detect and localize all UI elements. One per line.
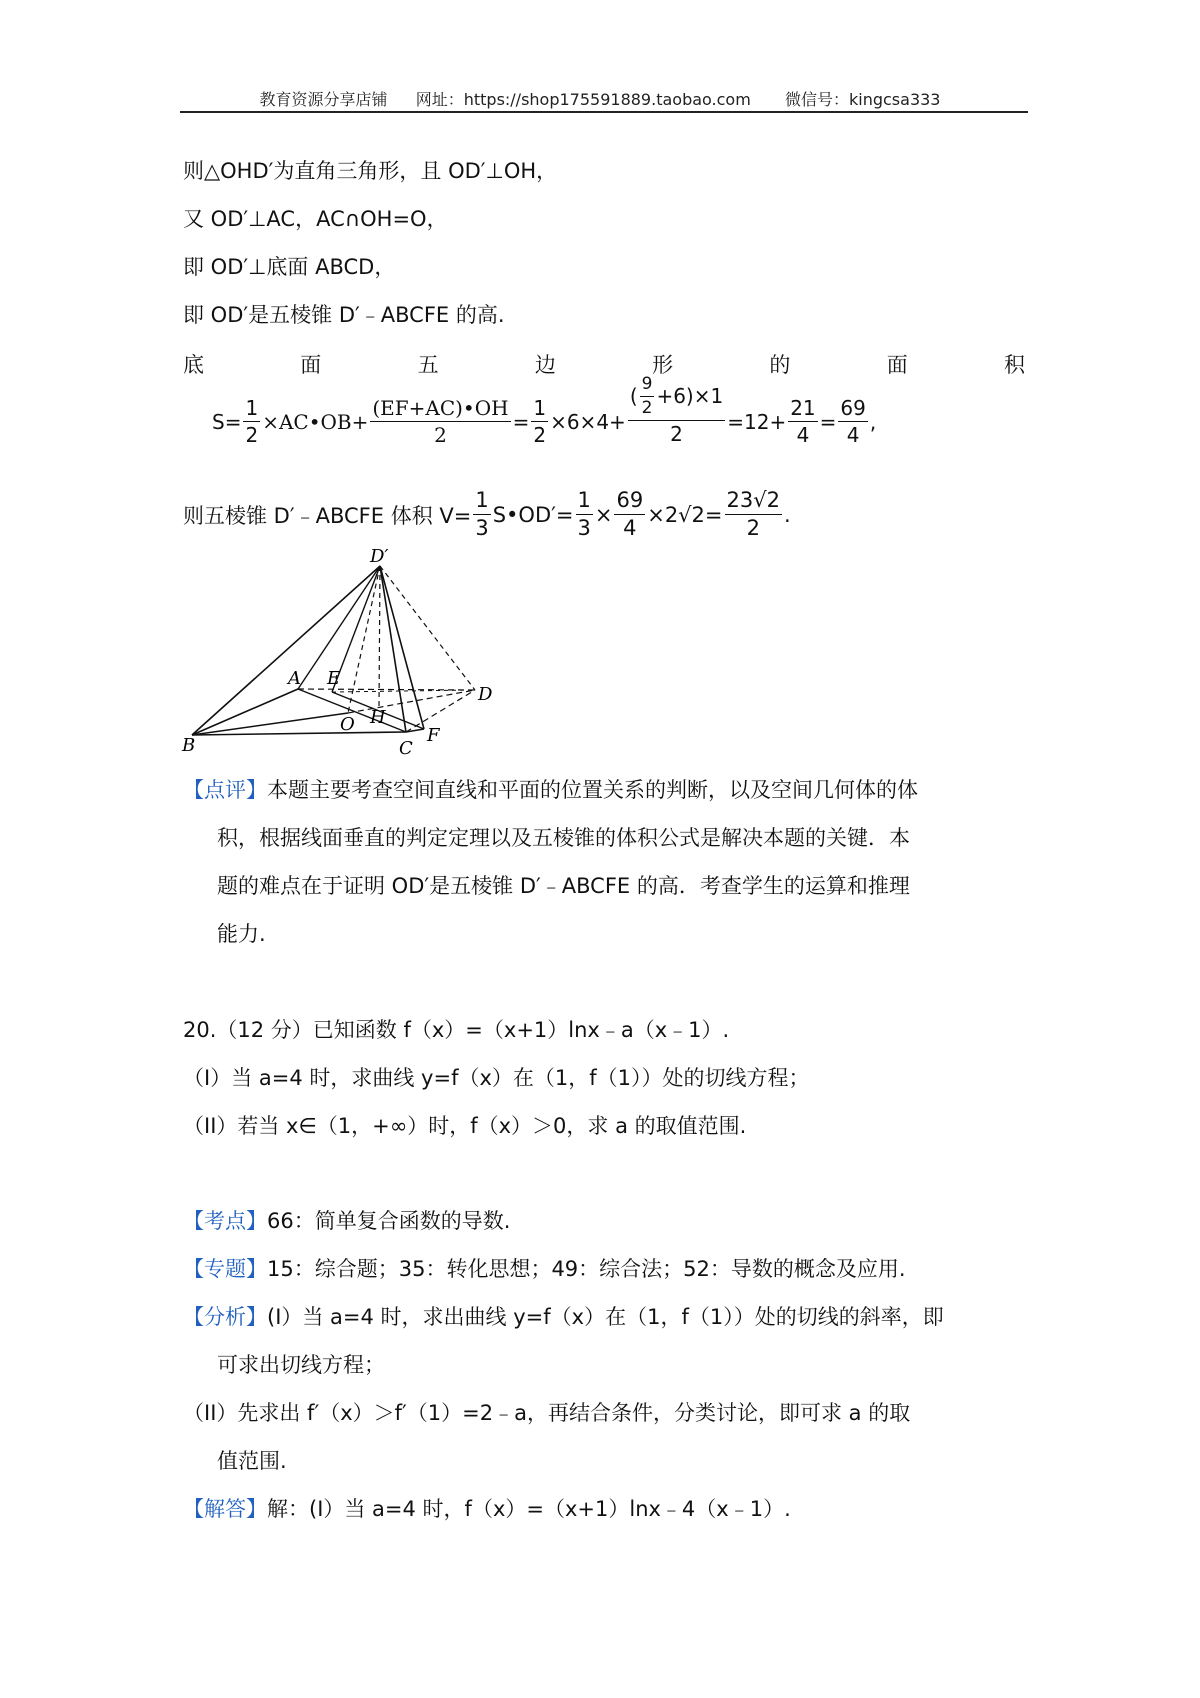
edge-DprimeD <box>380 566 475 690</box>
edge-OD <box>348 690 475 713</box>
problem-part-2: （II）若当 x∈（1，+∞）时，f（x）＞0，求 a 的取值范围. <box>183 1114 747 1138</box>
numerator: 1 <box>245 396 259 420</box>
kaodian-line <box>183 1207 510 1235</box>
kaodian-tag: 【考点】 <box>183 1209 267 1233</box>
fenxi-line-2: 可求出切线方程； <box>217 1353 385 1377</box>
site-url[interactable]: https://shop175591889.taobao.com <box>463 90 751 109</box>
label-O: O <box>340 714 355 735</box>
fraction <box>838 398 867 445</box>
solution-line: 即 OD′⊥底面 ABCD， <box>183 255 396 279</box>
formula-text: S= <box>212 409 242 434</box>
area-formula <box>212 373 877 447</box>
label-D: D <box>478 684 493 705</box>
denominator: 2 <box>641 397 653 418</box>
fenxi-line-4: 值范围. <box>217 1449 287 1473</box>
denominator: 3 <box>577 516 591 540</box>
fenxi-line-3: （II）先求出 f′（x）＞f′（1）=2﹣a，再结合条件，分类讨论，即可求 a 的取 <box>183 1401 911 1425</box>
heading-char: 面 <box>300 353 322 377</box>
denominator: 4 <box>846 423 860 447</box>
kaodian-text: 66：简单复合函数的导数. <box>267 1209 511 1233</box>
jieda-line <box>183 1495 791 1523</box>
label-C: C <box>399 738 413 759</box>
base-area-heading <box>183 349 1025 379</box>
denominator: 3 <box>475 516 489 540</box>
fenxi-text: (I）当 a=4 时，求出曲线 y=f（x）在（1，f（1））处的切线的斜率，即 <box>267 1305 944 1329</box>
label-F: F <box>427 725 440 746</box>
edge-AD <box>298 689 475 690</box>
fraction <box>628 373 725 446</box>
fraction <box>788 398 817 445</box>
fenxi-line-1 <box>183 1303 944 1331</box>
fraction <box>243 398 260 445</box>
denominator: 2 <box>746 516 760 540</box>
label-H: H <box>370 707 386 728</box>
numerator: 9 <box>640 376 655 397</box>
edge-BC <box>192 732 406 735</box>
solution-line: 又 OD′⊥AC，AC∩OH=O， <box>183 207 448 231</box>
numerator: 21 <box>790 396 816 420</box>
label-A: A <box>288 668 301 689</box>
fraction <box>370 398 510 445</box>
denominator: 2 <box>533 423 547 447</box>
jieda-tag: 【解答】 <box>183 1497 267 1521</box>
edge-DprimeH <box>379 566 380 707</box>
label-Dprime: D′ <box>370 548 389 567</box>
formula-text: +6)×1 <box>656 384 724 408</box>
numerator: 23√2 <box>725 490 782 515</box>
numerator: 69 <box>840 396 866 420</box>
header-divider <box>180 111 1028 113</box>
numerator: (EF+AC)•OH <box>372 396 509 420</box>
zhuanti-tag: 【专题】 <box>183 1257 267 1281</box>
formula-text: 则五棱锥 D′﹣ABCFE 体积 V= <box>183 503 472 528</box>
comment-line-1 <box>183 776 918 804</box>
fraction <box>531 398 548 445</box>
solution-line: 即 OD′是五棱锥 D′﹣ABCFE 的高. <box>183 303 505 327</box>
problem-stem: 20.（12 分）已知函数 f（x）=（x+1）lnx﹣a（x﹣1）. <box>183 1018 730 1042</box>
label-E: E <box>327 668 341 689</box>
wechat-id: kingcsa333 <box>849 90 941 109</box>
formula-text: = <box>819 409 837 434</box>
heading-char: 的 <box>769 353 791 377</box>
heading-char: 形 <box>652 353 674 377</box>
label-B: B <box>182 735 196 756</box>
formula-text: × <box>594 502 613 527</box>
numerator: 69 <box>614 490 645 515</box>
numerator <box>628 373 725 421</box>
comment-line-4: 能力. <box>217 922 266 946</box>
comment-tag: 【点评】 <box>183 778 267 802</box>
volume-formula <box>183 490 791 539</box>
denominator: 2 <box>245 423 259 447</box>
formula-text: ×2√2= <box>647 502 723 527</box>
shop-name: 教育资源分享店铺 <box>259 90 388 109</box>
numerator: 1 <box>576 490 593 515</box>
site-label: 网址： <box>415 90 464 109</box>
denominator: 4 <box>796 423 810 447</box>
formula-text: =12+ <box>727 409 787 434</box>
formula-text: . <box>783 502 791 527</box>
heading-char: 五 <box>417 353 439 377</box>
denominator: 2 <box>670 421 683 446</box>
fraction <box>473 490 490 539</box>
fenxi-tag: 【分析】 <box>183 1305 267 1329</box>
fraction <box>576 490 593 539</box>
formula-text: ×6×4+ <box>550 409 626 434</box>
edge-DprimeB <box>192 566 380 735</box>
formula-text: S•OD′= <box>492 502 574 527</box>
formula-text: ( <box>629 384 638 408</box>
numerator: 1 <box>533 396 547 420</box>
zhuanti-text: 15：综合题；35：转化思想；49：综合法；52：导数的概念及应用. <box>267 1257 906 1281</box>
fraction <box>614 490 645 539</box>
comment-line-2: 积，根据线面垂直的判定定理以及五棱锥的体积公式是解决本题的关键．本 <box>217 826 910 850</box>
page-header <box>0 87 1200 110</box>
numerator: 1 <box>473 490 490 515</box>
comment-text: 本题主要考查空间直线和平面的位置关系的判断，以及空间几何体的体 <box>267 778 918 802</box>
denominator: 4 <box>623 516 637 540</box>
fraction <box>725 490 782 539</box>
denominator: 2 <box>434 423 447 447</box>
problem-part-1: （I）当 a=4 时，求曲线 y=f（x）在（1，f（1））处的切线方程； <box>183 1066 810 1090</box>
formula-text: ×AC•OB+ <box>262 409 369 434</box>
formula-text: , <box>869 409 877 434</box>
heading-char: 边 <box>534 353 556 377</box>
fraction <box>640 373 655 418</box>
heading-char: 积 <box>1003 353 1025 377</box>
pyramid-figure <box>180 548 520 768</box>
heading-char: 底 <box>183 353 204 377</box>
heading-char: 面 <box>886 353 908 377</box>
jieda-text: 解：(I）当 a=4 时，f（x）=（x+1）lnx﹣4（x﹣1）. <box>267 1497 791 1521</box>
comment-line-3: 题的难点在于证明 OD′是五棱锥 D′﹣ABCFE 的高．考查学生的运算和推理 <box>217 874 910 898</box>
solution-line: 则△OHD′为直角三角形，且 OD′⊥OH， <box>183 159 558 183</box>
wechat-label: 微信号： <box>784 90 849 109</box>
zhuanti-line <box>183 1255 906 1283</box>
formula-text: = <box>512 409 530 434</box>
